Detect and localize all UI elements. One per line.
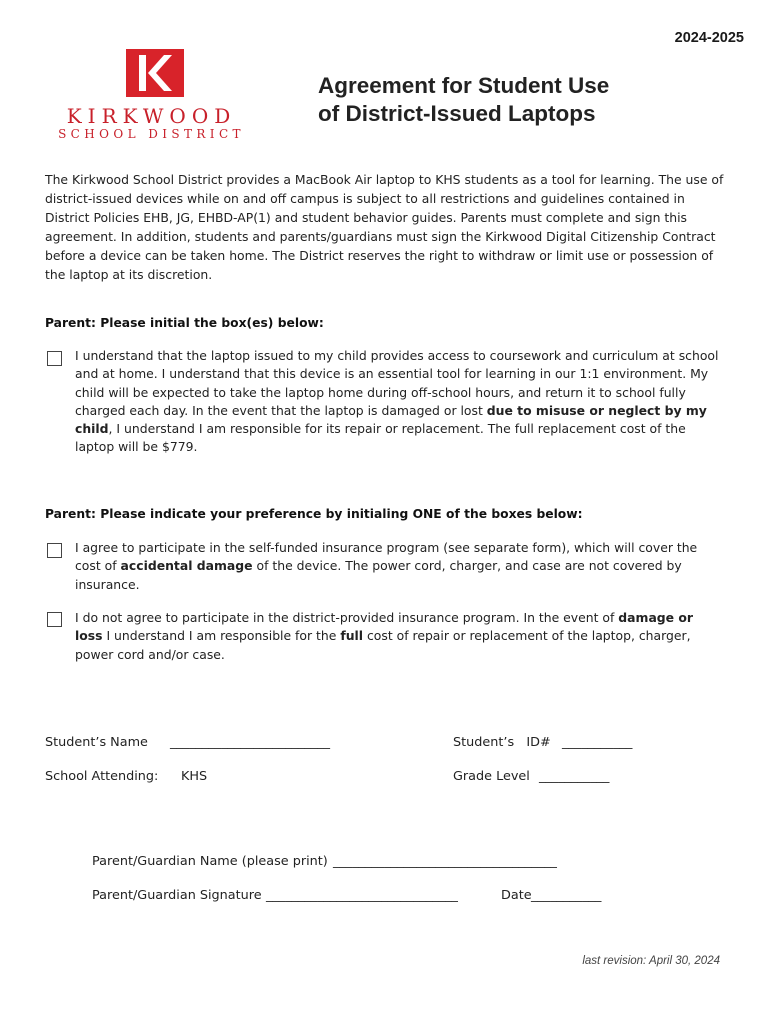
section-1-heading: Parent: Please initial the box(es) below: xyxy=(45,316,324,330)
initial-box-insurance-agree[interactable] xyxy=(47,543,62,558)
grade-level-label: Grade Level xyxy=(453,769,530,784)
title-line-2: of District-Issued Laptops xyxy=(318,101,596,126)
insurance-decline-text xyxy=(75,609,715,664)
guardian-name-field[interactable]: ___________________________________ xyxy=(333,854,557,869)
agree-text-part2: of the device. The power cord, charger, and case are not covered by insurance. xyxy=(75,558,682,592)
agree-text-bold: accidental damage xyxy=(120,558,253,574)
guardian-signature-field[interactable]: ______________________________ xyxy=(266,888,458,903)
student-id-field[interactable]: ___________ xyxy=(562,735,633,750)
logo-subtitle: SCHOOL DISTRICT xyxy=(58,127,245,141)
date-label: Date xyxy=(501,888,532,903)
decline-text-part2: I understand I am responsible for the xyxy=(102,628,341,644)
school-year: 2024-2025 xyxy=(674,30,744,46)
initial-box-insurance-decline[interactable] xyxy=(47,612,62,627)
logo-wordmark: KIRKWOOD xyxy=(66,104,237,128)
grade-level-field[interactable]: ___________ xyxy=(539,769,610,784)
section-2-heading: Parent: Please indicate your preference by initialing ONE of the boxes below: xyxy=(45,507,583,521)
responsibility-text-part1: I understand that the laptop issued to my child provides access to coursework and curriculum at school and at home. I understand that this device is an essential tool for learning in our 1:1 environment. My child will be expected to take the laptop home during off-school hours, and return it to school fully charged each day. In the event that the laptop is damaged or lost xyxy=(75,348,719,418)
school-attending-value: KHS xyxy=(181,769,208,784)
student-name-label: Student’s Name xyxy=(45,735,148,750)
student-name-field[interactable]: _________________________ xyxy=(170,735,330,750)
date-field[interactable]: ___________ xyxy=(531,888,602,903)
responsibility-text-bold: due to misuse or neglect by my child xyxy=(75,402,707,437)
agree-text-part1: I agree to participate in the self-funded insurance program (see separate form), which will cover the cost of xyxy=(75,540,698,574)
decline-text-part1: I do not agree to participate in the district-provided insurance program. In the event of xyxy=(75,610,619,625)
school-attending-label: School Attending: xyxy=(45,769,159,784)
insurance-agree-text xyxy=(75,539,715,594)
decline-text-bold-1: damage or loss xyxy=(75,610,694,644)
guardian-name-label: Parent/Guardian Name (please print) xyxy=(92,854,328,869)
student-id-label: Student’s ID# xyxy=(453,735,551,750)
kirkwood-k-logo-icon xyxy=(126,49,184,97)
guardian-signature-label: Parent/Guardian Signature xyxy=(92,888,262,903)
laptop-responsibility-text xyxy=(75,347,725,457)
document-title xyxy=(318,72,609,128)
intro-paragraph: The Kirkwood School District provides a MacBook Air laptop to KHS students as a tool for learning. The use of district-issued devices while on and off campus is subject to all restrictions and guidelines contained in District Policies EHB, JG, EHBD-AP(1) and student behavior guides. Parents must complete and sign this agreement. In addition, students and parents/guardians must sign the Kirkwood Digital Citizenship Contract before a device can be taken home. The District reserves the right to withdraw or limit use or possession of the laptop at its discretion. xyxy=(45,172,724,282)
decline-text-part3: cost of repair or replacement of the laptop, charger, power cord and/or case. xyxy=(75,628,691,662)
title-line-1: Agreement for Student Use xyxy=(318,73,610,98)
last-revision-note: last revision: April 30, 2024 xyxy=(582,955,720,967)
responsibility-text-part2: , I understand I am responsible for its repair or replacement. The full replacement cost of the laptop will be $779. xyxy=(75,421,686,455)
initial-box-laptop-responsibility[interactable] xyxy=(47,351,62,366)
decline-text-bold-2: full xyxy=(340,628,364,644)
